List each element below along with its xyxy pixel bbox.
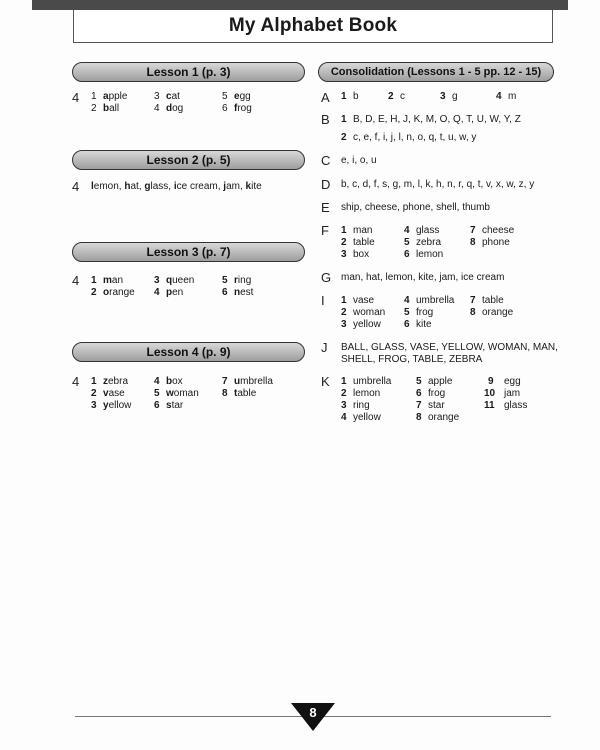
answer-item: 5 frog — [404, 307, 434, 318]
answer-item: 3 box — [341, 249, 370, 260]
answer-item: 4 box — [154, 376, 183, 387]
answer-line: SHELL, FROG, TABLE, ZEBRA — [341, 354, 483, 365]
answer-item: 8 orange — [470, 307, 514, 318]
page-title: My Alphabet Book — [228, 15, 398, 36]
answer-item: 3 yellow — [341, 319, 381, 330]
answer-item: 5 ring — [222, 275, 252, 286]
answer-item: 7 cheese — [470, 225, 515, 236]
answer-line: 1 B, D, E, H, J, K, M, O, Q, T, U, W, Y, Z — [341, 114, 521, 125]
answer-item: 6 frog — [416, 388, 446, 399]
lesson-4-heading: Lesson 4 (p. 9) — [72, 342, 305, 362]
answer-item: 1 umbrella — [341, 376, 392, 387]
section-label-f: F — [321, 223, 329, 238]
answer-item: 1 vase — [341, 295, 375, 306]
answer-item: 2 c — [388, 91, 405, 102]
answer-item: 4 umbrella — [404, 295, 455, 306]
consolidation-heading: Consolidation (Lessons 1 - 5 pp. 12 - 15) — [318, 62, 554, 82]
title-box — [73, 10, 553, 43]
answer-line: man, hat, lemon, kite, jam, ice cream — [341, 272, 505, 283]
answer-item: 2 ball — [91, 103, 120, 114]
answer-item: 7 umbrella — [222, 376, 273, 387]
answer-item: 10 jam — [484, 388, 521, 399]
lesson-2-question-number: 4 — [72, 179, 80, 194]
answer-item: 9 egg — [488, 376, 521, 387]
section-label-k: K — [321, 374, 330, 389]
answer-item: 5 egg — [222, 91, 251, 102]
answer-item: 7 star — [416, 400, 445, 411]
answer-item: 2 table — [341, 237, 375, 248]
section-label-j: J — [321, 340, 328, 355]
answer-item: 6 star — [154, 400, 184, 411]
answer-item: 1 man — [341, 225, 373, 236]
answer-item: 3 ring — [341, 400, 370, 411]
section-label-e: E — [321, 200, 330, 215]
answer-item: 2 orange — [91, 287, 135, 298]
answer-item: 3 queen — [154, 275, 195, 286]
section-label-g: G — [321, 270, 332, 285]
answer-item: 8 table — [222, 388, 257, 399]
lesson-3-heading: Lesson 3 (p. 7) — [72, 242, 305, 262]
answer-item: 6 kite — [404, 319, 432, 330]
answer-item: 8 phone — [470, 237, 510, 248]
answer-item: 6 frog — [222, 103, 252, 114]
section-label-a: A — [321, 90, 330, 105]
lesson-3-question-number: 4 — [72, 273, 80, 288]
answer-line: e, i, o, u — [341, 155, 377, 166]
lesson-2-heading: Lesson 2 (p. 5) — [72, 150, 305, 170]
answer-item: 4 yellow — [341, 412, 381, 423]
top-band — [32, 0, 568, 10]
answer-item: 2 woman — [341, 307, 386, 318]
lesson-1-question-number: 4 — [72, 90, 80, 105]
answer-item: 4 dog — [154, 103, 184, 114]
answer-item: 4 pen — [154, 287, 184, 298]
answer-line: b, c, d, f, s, g, m, l, k, h, n, r, q, t, v, x, w, z, y — [341, 179, 535, 190]
section-label-d: D — [321, 177, 331, 192]
answer-item: 5 woman — [154, 388, 199, 399]
answer-item: 2 vase — [91, 388, 125, 399]
answer-item: 6 lemon — [404, 249, 444, 260]
answer-item: 8 orange — [416, 412, 460, 423]
answer-item: 3 cat — [154, 91, 180, 102]
answer-item: 7 table — [470, 295, 504, 306]
answer-item: 4 glass — [404, 225, 440, 236]
answer-item: 3 yellow — [91, 400, 132, 411]
answer-item: 1 zebra — [91, 376, 129, 387]
page-number: 8 — [309, 705, 317, 720]
lesson-4-question-number: 4 — [72, 374, 80, 389]
answer-line: 2 c, e, f, i, j, l, n, o, q, t, u, w, y — [341, 132, 477, 143]
answer-item: 1 b — [341, 91, 359, 102]
answer-line: BALL, GLASS, VASE, YELLOW, WOMAN, MAN, — [341, 342, 558, 353]
answer-line: ship, cheese, phone, shell, thumb — [341, 202, 490, 213]
answer-item: 2 lemon — [341, 388, 381, 399]
answer-item: 4 m — [496, 91, 517, 102]
section-label-c: C — [321, 153, 331, 168]
answer-item: 5 apple — [416, 376, 453, 387]
answer-item: 5 zebra — [404, 237, 442, 248]
lesson-1-heading: Lesson 1 (p. 3) — [72, 62, 305, 82]
section-label-b: B — [321, 112, 330, 127]
answer-item: 6 nest — [222, 287, 254, 298]
answer-item: 11 glass — [484, 400, 528, 411]
answer-item: 3 g — [440, 91, 458, 102]
section-label-i: I — [321, 293, 325, 308]
answer-line: lemon, hat, glass, ice cream, jam, kite — [91, 181, 262, 192]
answer-item: 1 man — [91, 275, 124, 286]
answer-item: 1 apple — [91, 91, 128, 102]
